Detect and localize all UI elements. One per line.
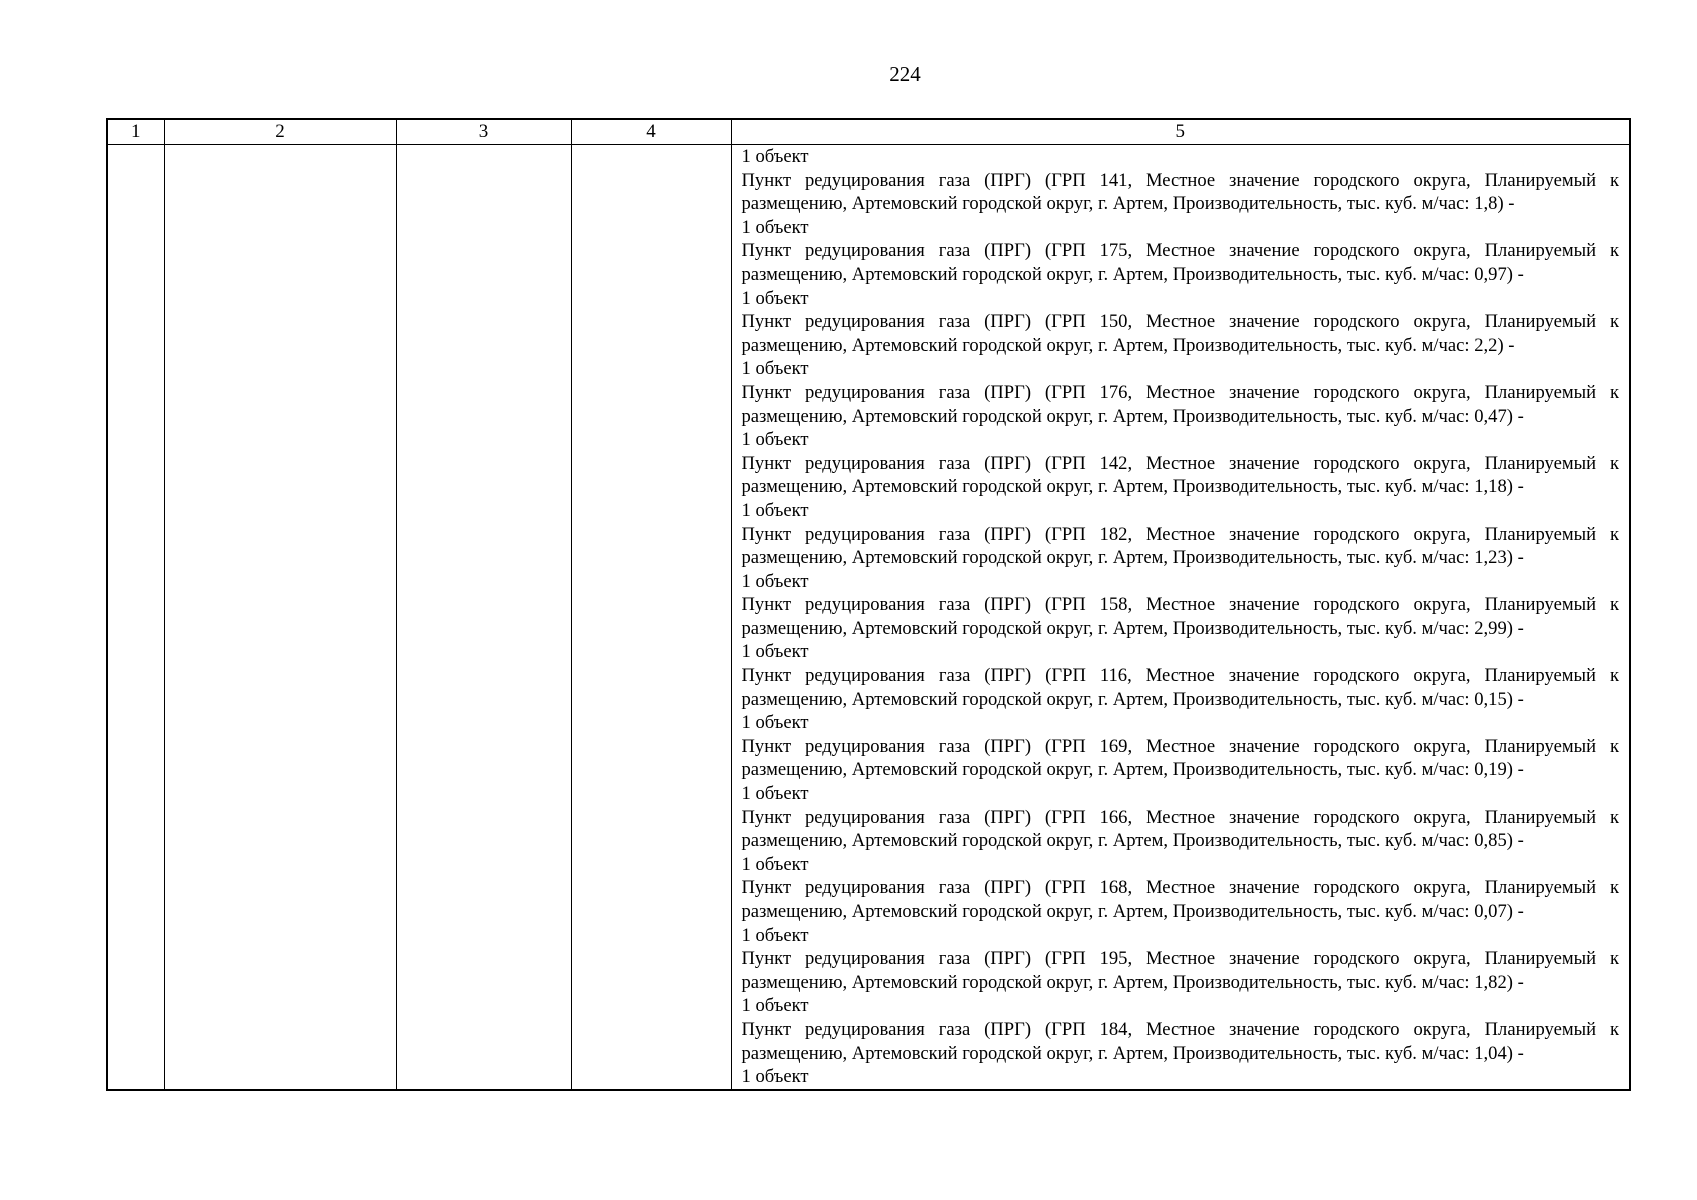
entry-list (742, 169, 1620, 1089)
entry-object-count: 1 объект (741, 287, 809, 309)
entry-description: Пункт редуцирования газа (ПРГ) (ГРП 182, Местное значение городского округа, Планируемый к размещению, Артемовский городской округ, г. Артем, Производительность, тыс. куб. м/час: 1,23) - (741, 523, 1619, 569)
entry-description: Пункт редуцирования газа (ПРГ) (ГРП 175, Местное значение городского округа, Планируемый к размещению, Артемовский городской округ, г. Артем, Производительность, тыс. куб. м/час: 0,97) - (741, 240, 1619, 285)
entry-object-count: 1 объект (741, 924, 809, 946)
list-item (742, 1018, 1620, 1089)
entry-object-count: 1 объект (741, 783, 809, 805)
list-item (742, 523, 1620, 594)
page-number: 224 (889, 62, 921, 86)
list-item (742, 947, 1620, 1018)
entry-object-count: 1 объект (741, 995, 809, 1017)
table-header-row (107, 119, 1630, 145)
list-item (742, 664, 1620, 735)
list-item (742, 806, 1620, 877)
list-item (742, 593, 1620, 664)
column-header-4: 4 (571, 119, 731, 145)
list-item (742, 239, 1620, 310)
list-item (742, 169, 1620, 240)
column-header-1: 1 (107, 119, 164, 145)
entry-object-count: 1 объект (741, 358, 809, 380)
column-header-3: 3 (396, 119, 571, 145)
cell-col-1 (107, 145, 164, 1090)
entry-description: Пункт редуцирования газа (ПРГ) (ГРП 142, Местное значение городского округа, Планируемый к размещению, Артемовский городской округ, г. Артем, Производительность, тыс. куб. м/час: 1,18) - (741, 452, 1619, 498)
entry-description: Пункт редуцирования газа (ПРГ) (ГРП 166, Местное значение городского округа, Планируемый к размещению, Артемовский городской округ, г. Артем, Производительность, тыс. куб. м/час: 0,85) - (741, 806, 1619, 852)
entry-object-count: 1 объект (741, 641, 809, 663)
entry-description: Пункт редуцирования газа (ПРГ) (ГРП 176, Местное значение городского округа, Планируемый к размещению, Артемовский городской округ, г. Артем, Производительность, тыс. куб. м/час: 0,47) - (741, 381, 1619, 427)
document-table (106, 118, 1631, 1091)
entry-object-count: 1 объект (741, 499, 809, 521)
lead-object-count: 1 объект (741, 146, 809, 167)
list-item (742, 310, 1620, 381)
list-item (742, 735, 1620, 806)
entry-object-count: 1 объект (741, 712, 809, 734)
table-row (107, 145, 1630, 1090)
entry-description: Пункт редуцирования газа (ПРГ) (ГРП 116, Местное значение городского округа, Планируемый к размещению, Артемовский городской округ, г. Артем, Производительность, тыс. куб. м/час: 0,15) - (741, 665, 1619, 710)
entry-description: Пункт редуцирования газа (ПРГ) (ГРП 169, Местное значение городского округа, Планируемый к размещению, Артемовский городской округ, г. Артем, Производительность, тыс. куб. м/час: 0,19) - (741, 735, 1619, 781)
entry-object-count: 1 объект (741, 216, 809, 238)
list-item (742, 876, 1620, 947)
entry-object-count: 1 объект (741, 570, 809, 592)
list-item (742, 381, 1620, 452)
column-header-5: 5 (731, 119, 1630, 145)
entry-object-count: 1 объект (741, 1066, 809, 1088)
entry-description: Пункт редуцирования газа (ПРГ) (ГРП 150, Местное значение городского округа, Планируемый к размещению, Артемовский городской округ, г. Артем, Производительность, тыс. куб. м/час: 2,2) - (741, 311, 1619, 356)
entry-description: Пункт редуцирования газа (ПРГ) (ГРП 141, Местное значение городского округа, Планируемый к размещению, Артемовский городской округ, г. Артем, Производительность, тыс. куб. м/час: 1,8) - (741, 169, 1619, 215)
entry-description: Пункт редуцирования газа (ПРГ) (ГРП 158, Местное значение городского округа, Планируемый к размещению, Артемовский городской округ, г. Артем, Производительность, тыс. куб. м/час: 2,99) - (741, 594, 1619, 639)
list-item (742, 452, 1620, 523)
entry-object-count: 1 объект (741, 429, 809, 451)
entry-object-count: 1 объект (741, 853, 809, 875)
cell-col-3 (396, 145, 571, 1090)
cell-col-4 (571, 145, 731, 1090)
cell-col-5 (731, 145, 1630, 1090)
entry-description: Пункт редуцирования газа (ПРГ) (ГРП 184, Местное значение городского округа, Планируемый к размещению, Артемовский городской округ, г. Артем, Производительность, тыс. куб. м/час: 1,04) - (741, 1018, 1619, 1064)
entry-description: Пункт редуцирования газа (ПРГ) (ГРП 168, Местное значение городского округа, Планируемый к размещению, Артемовский городской округ, г. Артем, Производительность, тыс. куб. м/час: 0,07) - (741, 877, 1619, 922)
column-header-2: 2 (164, 119, 396, 145)
entry-description: Пункт редуцирования газа (ПРГ) (ГРП 195, Местное значение городского округа, Планируемый к размещению, Артемовский городской округ, г. Артем, Производительность, тыс. куб. м/час: 1,82) - (741, 948, 1619, 993)
cell-col-2 (164, 145, 396, 1090)
